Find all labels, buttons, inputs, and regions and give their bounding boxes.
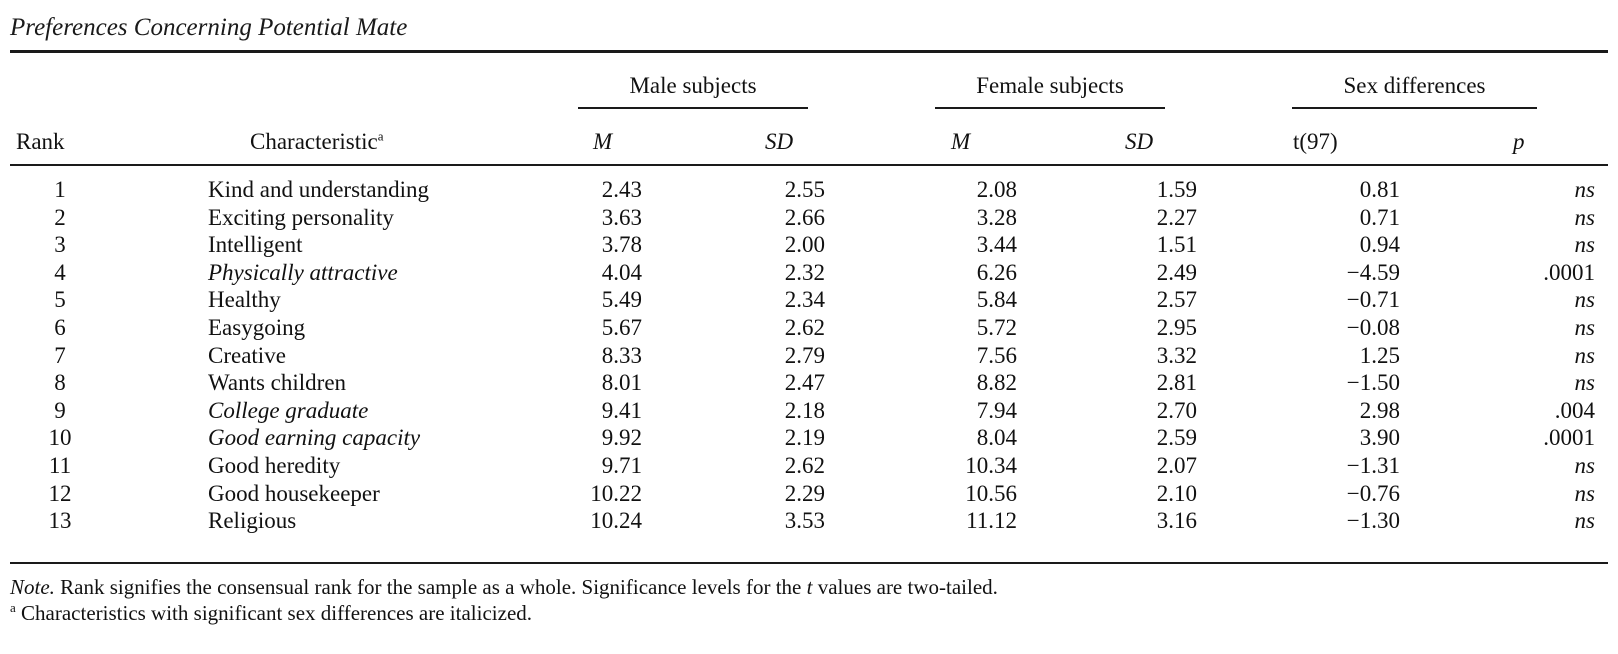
cell-rank: 5	[54, 287, 66, 313]
group-header-male: Male subjects	[629, 73, 757, 98]
table-row	[0, 479, 1618, 508]
group-header-sex-differences: Sex differences	[1343, 73, 1486, 98]
cell-p: ns	[1574, 453, 1595, 478]
cell-male-m: 10.22	[590, 480, 642, 506]
cell-p: .004	[1554, 397, 1595, 423]
note-t-symbol: t	[806, 575, 813, 599]
cell-rank: 2	[54, 204, 66, 230]
cell-male-sd: 2.55	[784, 177, 825, 202]
cell-female-m: 10.34	[965, 453, 1017, 478]
cell-female-sd: 3.16	[1156, 508, 1197, 534]
table-row	[0, 341, 1618, 370]
cell-male-m: 8.33	[601, 342, 642, 368]
cell-characteristic: Kind and understanding	[208, 177, 430, 202]
cell-rank: 10	[48, 425, 72, 451]
cell-female-m: 6.26	[976, 259, 1017, 285]
cell-female-sd: 2.95	[1156, 315, 1197, 340]
cell-p: ns	[1574, 342, 1595, 368]
cell-t: −0.76	[1346, 480, 1400, 506]
footnote-text: Characteristics with significant sex differences are italicized.	[15, 601, 533, 625]
column-header-female-m: M	[951, 129, 971, 154]
cell-female-m: 2.08	[976, 177, 1017, 202]
cell-male-sd: 2.19	[784, 425, 825, 451]
cell-male-m: 9.92	[601, 425, 642, 451]
cell-female-sd: 2.81	[1156, 370, 1197, 396]
cell-rank: 1	[54, 177, 66, 202]
cell-male-sd: 2.18	[784, 397, 825, 423]
cell-male-sd: 3.53	[784, 508, 825, 534]
cell-rank: 4	[54, 259, 66, 285]
cell-male-m: 4.04	[601, 259, 642, 285]
table-note	[10, 574, 998, 600]
cell-t: −1.31	[1346, 453, 1400, 478]
table-row	[0, 175, 1618, 204]
note-text-1: Rank signifies the consensual rank for the sample as a whole. Significance levels for the	[54, 575, 807, 599]
column-header-characteristic	[250, 128, 384, 156]
cell-female-m: 7.56	[976, 342, 1017, 368]
cell-t: −4.59	[1346, 259, 1400, 285]
cell-rank: 8	[54, 370, 66, 396]
cell-female-sd: 1.59	[1156, 177, 1197, 202]
header-rule	[10, 164, 1608, 166]
top-rule	[10, 50, 1608, 53]
cell-male-m: 5.49	[601, 287, 642, 313]
cell-female-sd: 3.32	[1156, 342, 1197, 368]
cell-characteristic: Easygoing	[208, 315, 306, 340]
note-text-2: values are two-tailed.	[812, 575, 998, 599]
cell-p: ns	[1574, 204, 1595, 230]
group-rule-sex-differences	[1292, 107, 1537, 109]
cell-characteristic: Good earning capacity	[208, 425, 421, 451]
cell-female-sd: 2.57	[1156, 287, 1197, 313]
table-row	[0, 258, 1618, 287]
cell-t: −0.08	[1346, 315, 1400, 340]
cell-characteristic: Intelligent	[208, 232, 303, 258]
cell-female-m: 7.94	[976, 397, 1017, 423]
cell-female-sd: 2.27	[1156, 204, 1197, 230]
cell-female-sd: 2.49	[1156, 259, 1197, 285]
table-footnote	[10, 600, 532, 626]
column-header-rank: Rank	[16, 129, 65, 154]
cell-t: 0.81	[1359, 177, 1400, 202]
cell-characteristic: Wants children	[208, 370, 347, 396]
cell-female-sd: 2.10	[1156, 480, 1197, 506]
cell-female-m: 8.04	[976, 425, 1017, 451]
cell-rank: 9	[54, 397, 66, 423]
cell-characteristic: Exciting personality	[208, 204, 394, 230]
cell-male-sd: 2.79	[784, 342, 825, 368]
cell-p: ns	[1574, 232, 1595, 258]
cell-male-sd: 2.47	[784, 370, 825, 396]
cell-male-sd: 2.29	[784, 480, 825, 506]
cell-male-m: 3.78	[601, 232, 642, 258]
cell-male-sd: 2.62	[784, 453, 825, 478]
cell-rank: 6	[54, 315, 66, 340]
cell-p: ns	[1574, 287, 1595, 313]
cell-rank: 11	[48, 453, 72, 478]
cell-t: 0.71	[1359, 204, 1400, 230]
cell-female-sd: 2.70	[1156, 397, 1197, 423]
table-row	[0, 285, 1618, 314]
table-caption: Preferences Concerning Potential Mate	[10, 14, 408, 41]
cell-characteristic: Good heredity	[208, 453, 341, 478]
cell-female-m: 3.44	[976, 232, 1017, 258]
bottom-rule	[10, 562, 1608, 564]
cell-characteristic: Healthy	[208, 287, 281, 313]
cell-characteristic: Creative	[208, 342, 286, 368]
cell-rank: 7	[54, 342, 66, 368]
cell-male-m: 10.24	[590, 508, 642, 534]
cell-rank: 13	[48, 508, 72, 534]
cell-p: ns	[1574, 370, 1595, 396]
cell-rank: 3	[54, 232, 66, 258]
column-header-male-sd: SD	[765, 129, 794, 154]
cell-male-sd: 2.00	[784, 232, 825, 258]
table-row	[0, 451, 1618, 480]
cell-female-m: 5.72	[976, 315, 1017, 340]
cell-male-m: 8.01	[601, 370, 642, 396]
cell-t: −1.30	[1346, 508, 1400, 534]
table-row	[0, 423, 1618, 452]
cell-male-sd: 2.32	[784, 259, 825, 285]
cell-male-sd: 2.62	[784, 315, 825, 340]
cell-female-sd: 1.51	[1156, 232, 1197, 258]
cell-p: ns	[1574, 177, 1595, 202]
column-header-female-sd: SD	[1125, 129, 1154, 154]
cell-t: 0.94	[1359, 232, 1400, 258]
cell-female-m: 11.12	[966, 508, 1017, 534]
cell-t: 2.98	[1359, 397, 1400, 423]
cell-male-m: 9.71	[601, 453, 642, 478]
cell-p: .0001	[1543, 259, 1595, 285]
group-rule-female	[935, 107, 1165, 109]
cell-t: 1.25	[1359, 342, 1400, 368]
table-row	[0, 230, 1618, 259]
group-rule-male	[578, 107, 808, 109]
cell-t: −0.71	[1346, 287, 1400, 313]
table-row	[0, 368, 1618, 397]
group-header-female: Female subjects	[976, 73, 1124, 98]
cell-p: ns	[1574, 508, 1595, 534]
cell-female-m: 3.28	[976, 204, 1017, 230]
cell-characteristic: College graduate	[208, 397, 369, 423]
cell-p: ns	[1574, 480, 1595, 506]
table-row	[0, 396, 1618, 425]
column-header-characteristic-label: Characteristic	[250, 129, 378, 154]
column-header-t: t(97)	[1293, 129, 1338, 154]
cell-characteristic: Good housekeeper	[208, 480, 380, 506]
cell-male-sd: 2.34	[784, 287, 825, 313]
cell-characteristic: Physically attractive	[208, 259, 398, 285]
cell-p: ns	[1574, 315, 1595, 340]
cell-male-m: 9.41	[601, 397, 642, 423]
table-row	[0, 313, 1618, 342]
table-row	[0, 203, 1618, 232]
column-header-male-m: M	[593, 129, 613, 154]
cell-t: −1.50	[1346, 370, 1400, 396]
cell-male-m: 5.67	[601, 315, 642, 340]
cell-characteristic: Religious	[208, 508, 297, 534]
cell-male-m: 3.63	[601, 204, 642, 230]
cell-female-sd: 2.07	[1156, 453, 1197, 478]
cell-female-m: 10.56	[965, 480, 1017, 506]
cell-male-m: 2.43	[601, 177, 642, 202]
footnote-marker: a	[377, 128, 384, 144]
cell-t: 3.90	[1359, 425, 1400, 451]
cell-female-m: 8.82	[976, 370, 1017, 396]
cell-female-m: 5.84	[976, 287, 1017, 313]
footnote-mark: a	[10, 600, 16, 615]
column-header-p: p	[1513, 129, 1525, 154]
cell-p: .0001	[1543, 425, 1595, 451]
note-label: Note.	[10, 575, 55, 599]
cell-male-sd: 2.66	[784, 204, 825, 230]
cell-rank: 12	[48, 480, 72, 506]
cell-female-sd: 2.59	[1156, 425, 1197, 451]
table-row	[0, 506, 1618, 535]
